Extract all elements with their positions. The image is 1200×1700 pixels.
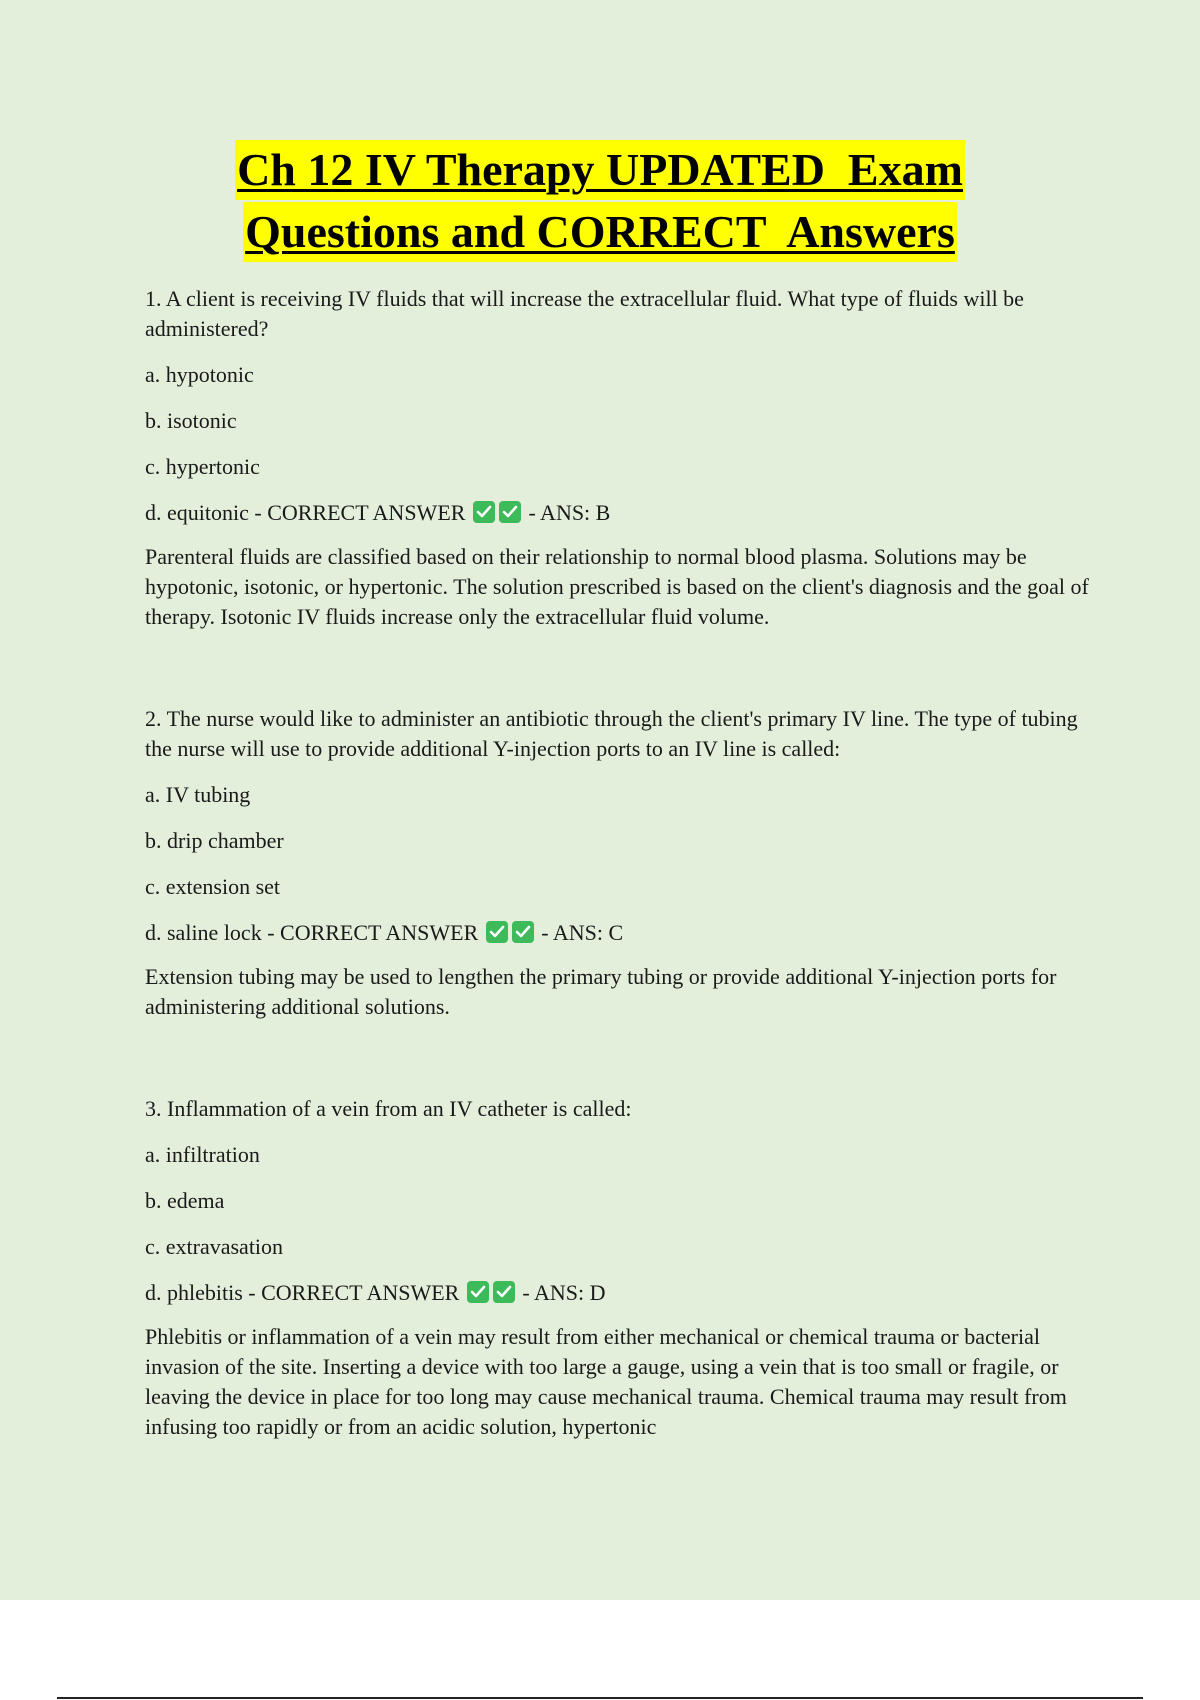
answer-line (145, 498, 1095, 528)
questions-list (145, 284, 1095, 1442)
question-block-2 (145, 704, 1095, 1022)
answer-key: - ANS: C (541, 920, 624, 945)
footer-divider (57, 1697, 1143, 1699)
question-block-1 (145, 284, 1095, 632)
answer-option-d: d. saline lock - CORRECT ANSWER (145, 920, 479, 945)
explanation-text: Parenteral fluids are classified based on their relationship to normal blood plasma. Solutions may be hypotonic, isotonic, or hypertonic. The solution prescribed is based on the client's diagnosis and the goal of therapy. Isotonic IV fluids increase only the extracellular fluid volume. (145, 544, 1089, 629)
answer-option-d: d. phlebitis - CORRECT ANSWER (145, 1280, 460, 1305)
question-text: 1. A client is receiving IV fluids that will increase the extracellular fluid. What type of fluids will be administered? (145, 286, 1024, 341)
explanation-text: Phlebitis or inflammation of a vein may result from either mechanical or chemical trauma or bacterial invasion of the site. Inserting a device with too large a gauge, using a vein that is too small or fragile, or leaving the device in place for too long may cause mechanical trauma. Chemical trauma may result from infusing too rapidly or from an acidic solution, hypertonic (145, 1324, 1067, 1439)
title-line-1: Ch 12 IV Therapy UPDATED Exam (235, 140, 965, 200)
option-a: a. hypotonic (145, 362, 254, 387)
option-b: b. edema (145, 1188, 225, 1213)
answer-key: - ANS: D (522, 1280, 606, 1305)
check-box-icon (499, 501, 521, 523)
question-block-3 (145, 1094, 1095, 1442)
check-box-icon (467, 1281, 489, 1303)
check-box-icon (473, 501, 495, 523)
option-a: a. IV tubing (145, 782, 251, 807)
option-a: a. infiltration (145, 1142, 260, 1167)
check-box-icon (486, 921, 508, 943)
answer-key: - ANS: B (528, 500, 611, 525)
option-c: c. extravasation (145, 1234, 284, 1259)
option-b: b. drip chamber (145, 828, 284, 853)
option-c: c. hypertonic (145, 454, 260, 479)
check-box-icon (512, 921, 534, 943)
answer-line (145, 918, 1095, 948)
answer-line (145, 1278, 1095, 1308)
document-title (0, 140, 1200, 262)
option-c: c. extension set (145, 874, 281, 899)
explanation-text: Extension tubing may be used to lengthen the primary tubing or provide additional Y-injection ports for administering additional solutions. (145, 964, 1057, 1019)
question-text: 2. The nurse would like to administer an antibiotic through the client's primary IV line. The type of tubing the nurse will use to provide additional Y-injection ports to an IV line is called: (145, 706, 1078, 761)
title-line-2: Questions and CORRECT Answers (243, 202, 957, 262)
option-b: b. isotonic (145, 408, 237, 433)
check-box-icon (493, 1281, 515, 1303)
question-text: 3. Inflammation of a vein from an IV catheter is called: (145, 1096, 632, 1121)
answer-option-d: d. equitonic - CORRECT ANSWER (145, 500, 466, 525)
